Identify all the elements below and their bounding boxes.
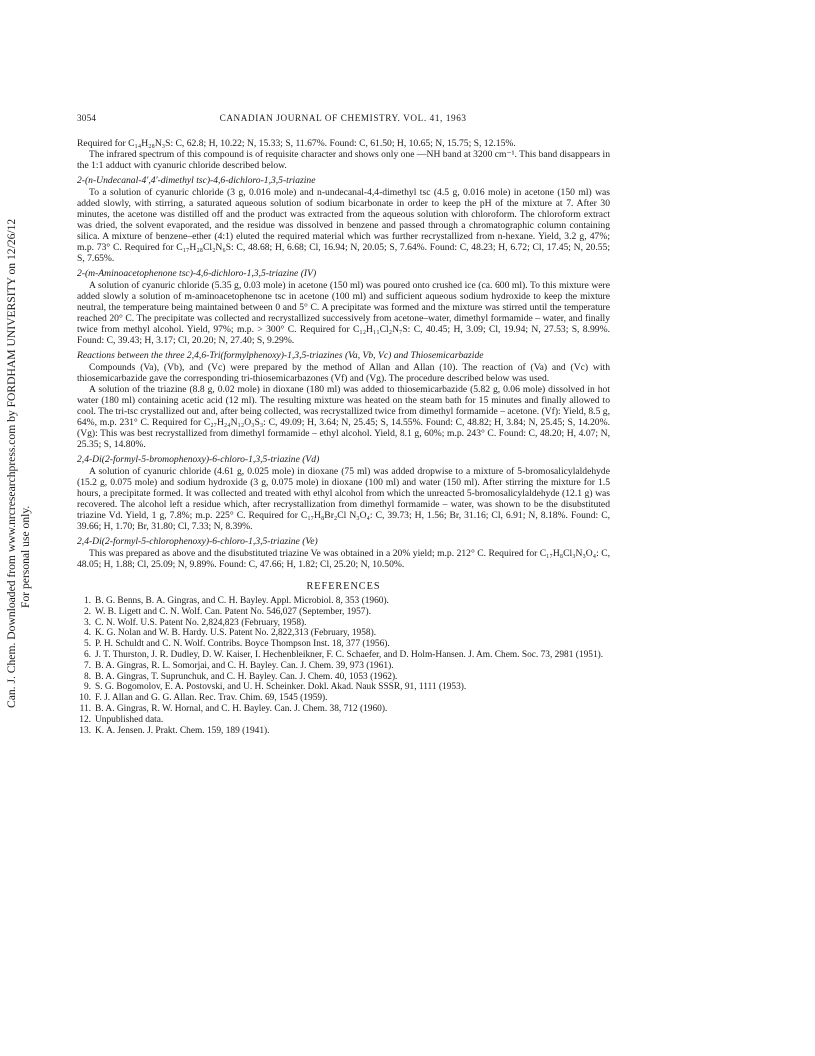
reference-number: 8. (83, 671, 91, 682)
references-list (77, 596, 610, 736)
reference-item (77, 639, 610, 650)
journal-title: CANADIAN JOURNAL OF CHEMISTRY. VOL. 41, 1963 (219, 113, 467, 123)
references-heading: REFERENCES (306, 581, 381, 592)
section-reactions (77, 350, 610, 450)
section-title: Reactions between the three 2,4,6-Tri(formylphenoxy)-1,3,5-triazines (Va, Vb, Vc) and Thiosemicarbazide (77, 350, 484, 361)
reference-number: 5. (83, 639, 91, 650)
section-paragraph: A solution of the triazine (8.8 g, 0.02 mole) in dioxane (180 ml) was added to thiosemicarbazide (5.82 g, 0.06 mole) dissolved in hot water (180 ml) containing acetic acid (12 ml). The resulting mixture was heated on the steam bath for 15 minutes and finally allowed to cool. The tri-tsc crystallized out and, after being collected, was recrystallized twice from dimethyl formamide – acetone. (Vf): Yield, 8.5 g, 64%, m.p. 231° C. Required for C₂₇H₂₄N₁₂O₃S₃: C, 49.09; H, 3.64; N, 25.45; S, 14.55%. Found: C, 48.82; H, 3.84; N, 25.45; S, 14.20%. (Vg): This was best recrystallized from dimethyl formamide – ethyl alcohol. Yield, 8.1 g, 60%; m.p. 243° C. Found: C, 48.20; H, 4.07; N, 25.35; S, 14.80%. (77, 384, 610, 450)
reference-text: C. N. Wolf. U.S. Patent No. 2,824,823 (February, 1958). (95, 617, 307, 628)
paragraph-analysis: Required for C₁₄H₂₈N₃S: C, 62.8; H, 10.22; N, 15.33; S, 11.67%. Found: C, 61.50; H, 10.65; N, 15.75; S, 12.15%. (77, 138, 516, 149)
section-title: 2,4-Di(2-formyl-5-chlorophenoxy)-6-chloro-1,3,5-triazine (Ve) (77, 536, 318, 547)
reference-number: 10. (79, 693, 91, 704)
reference-text: B. A. Gingras, T. Suprunchuk, and C. H. Bayley. Can. J. Chem. 40, 1053 (1962). (95, 671, 398, 682)
section-chlorophenoxy (77, 536, 610, 570)
reference-number: 9. (83, 682, 91, 693)
section-paragraph: Compounds (Va), (Vb), and (Vc) were prepared by the method of Allan and Allan (10). The reaction of (Va) and (Vc) with thiosemicarbazide gave the corresponding tri-thiosemicarbazones (Vf) and (Vg). The procedure described below was used. (77, 362, 610, 384)
reference-number: 12. (79, 714, 91, 725)
reference-number: 7. (83, 660, 91, 671)
reference-text: B. G. Benns, B. A. Gingras, and C. H. Bayley. Appl. Microbiol. 8, 353 (1960). (95, 596, 389, 606)
reference-number: 13. (79, 725, 91, 736)
reference-item (77, 672, 610, 683)
reference-text: Unpublished data. (95, 714, 164, 725)
reference-item (77, 693, 610, 704)
reference-number: 1. (83, 596, 91, 606)
reference-item (77, 715, 610, 726)
reference-item (77, 704, 610, 715)
section-title: 2-(m-Aminoacetophenone tsc)-4,6-dichloro-1,3,5-triazine (IV) (77, 268, 317, 279)
section-undecanal (77, 175, 610, 264)
reference-item (77, 726, 610, 737)
reference-item (77, 650, 610, 661)
reference-item (77, 661, 610, 672)
personal-use-notice: For personal use only. (19, 505, 32, 608)
page-number: 3054 (77, 113, 97, 123)
paragraph-infrared: The infrared spectrum of this compound is of requisite character and shows only one —NH band at 3200 cm⁻¹. This band disappears in the 1:1 adduct with cyanuric chloride described below. (77, 149, 610, 171)
reference-text: P. H. Schuldt and C. N. Wolf. Contribs. Boyce Thompson Inst. 18, 377 (1956). (95, 639, 390, 650)
section-paragraph: A solution of cyanuric chloride (4.61 g, 0.025 mole) in dioxane (75 ml) was added dropwise to a mixture of 5-bromosalicylaldehyde (15.2 g, 0.075 mole) and sodium hydroxide (3 g, 0.075 mole) in dioxane (100 ml) and water (150 ml). After stirring the mixture for 1.5 hours, a precipitate formed. It was collected and treated with ethyl alcohol from which the unreacted 5-bromosalicylaldehyde (12.1 g) was recovered. The alcohol left a residue which, after recrystallization from dimethyl formamide – water, was shown to be the disubstituted triazine Vd. Yield, 1 g, 7.8%; m.p. 225° C. Required for C₁₇H₈Br₂Cl N₃O₄: C, 39.73; H, 1.56; Br, 31.16; Cl, 6.91; N, 8.18%. Found: C, 39.66; H, 1.70; Br, 31.80; Cl, 7.33; N, 8.39%. (77, 466, 610, 532)
reference-item (77, 618, 610, 629)
reference-item (77, 628, 610, 639)
reference-number: 6. (83, 649, 91, 660)
reference-number: 11. (79, 703, 91, 714)
page-content (77, 113, 610, 736)
running-header (77, 113, 610, 124)
section-aminoacetophenone (77, 268, 610, 346)
reference-text: B. A. Gingras, R. W. Hornal, and C. H. Bayley. Can. J. Chem. 38, 712 (1960). (95, 703, 388, 714)
reference-text: S. G. Bogomolov, E. A. Postovski, and U. H. Scheinker. Dokl. Akad. Nauk SSSR, 91, 1111 (1953). (95, 682, 467, 693)
reference-text: K. A. Jensen. J. Prakt. Chem. 159, 189 (1941). (95, 725, 270, 736)
section-paragraph: This was prepared as above and the disubstituted triazine Ve was obtained in a 20% yield; m.p. 212° C. Required for C₁₇H₈Cl₃N₃O₄: C, 48.05; H, 1.88; Cl, 25.09; N, 9.89%. Found: C, 47.66; H, 1.82; Cl, 25.20; N, 10.50%. (77, 548, 610, 570)
reference-text: J. T. Thurston, J. R. Dudley, D. W. Kaiser, I. Hechenbleikner, F. C. Schaefer, and D. Holm-Hansen. J. Am. Chem. Soc. 73, 2981 (1951). (95, 649, 604, 660)
reference-text: W. B. Ligett and C. N. Wolf. Can. Patent No. 546,027 (September, 1957). (95, 606, 371, 617)
reference-number: 4. (83, 628, 91, 639)
reference-text: F. J. Allan and G. G. Allan. Rec. Trav. Chim. 69, 1545 (1959). (95, 693, 328, 704)
section-title: 2-(n-Undecanal-4',4'-dimethyl tsc)-4,6-dichloro-1,3,5-triazine (77, 175, 316, 186)
reference-number: 2. (83, 606, 91, 617)
download-notice: Can. J. Chem. Downloaded from www.nrcresearchpress.com by FORDHAM UNIVERSITY on 12/26/12 (5, 218, 18, 708)
section-paragraph: To a solution of cyanuric chloride (3 g, 0.016 mole) and n-undecanal-4,4-dimethyl tsc (4.5 g, 0.016 mole) in acetone (150 ml) was added slowly, with stirring, a saturated aqueous solution of sodium bicarbonate in order to keep the pH of the mixture at 7. After 30 minutes, the acetone was distilled off and the product was extracted from the aqueous solution with chloroform. The chloroform extract was dried, the solvent evaporated, and the residue was dissolved in benzene and passed through a chromatographic column containing silica. A mixture of benzene–ether (4:1) eluted the required material which was further recrystallized from n-hexane. Yield, 3.2 g, 47%; m.p. 73° C. Required for C₁₇H₂₈Cl₂N₆S: C, 48.68; H, 6.68; Cl, 16.94; N, 20.05; S, 7.64%. Found: C, 48.23; H, 6.72; Cl, 17.45; N, 20.55; S, 7.65%. (77, 187, 610, 264)
reference-item (77, 596, 610, 607)
reference-text: K. G. Nolan and W. B. Hardy. U.S. Patent No. 2,822,313 (February, 1958). (95, 628, 377, 639)
download-watermark (2, 218, 32, 708)
reference-item (77, 682, 610, 693)
reference-number: 3. (83, 617, 91, 628)
reference-text: B. A. Gingras, R. L. Somorjai, and C. H. Bayley. Can. J. Chem. 39, 973 (1961). (95, 660, 394, 671)
section-title: 2,4-Di(2-formyl-5-bromophenoxy)-6-chloro-1,3,5-triazine (Vd) (77, 454, 320, 465)
section-paragraph: A solution of cyanuric chloride (5.35 g, 0.03 mole) in acetone (150 ml) was poured onto crushed ice (ca. 600 ml). To this mixture were added slowly a solution of m-aminoacetophenone tsc in acetone (100 ml) and sufficient aqueous sodium hydroxide to keep the mixture neutral, the temperature being maintained between 0 and 5° C. A precipitate was formed and the mixture was stirred until the temperature reached 20° C. The precipitate was collected and recrystallized successively from acetone–water, dimethyl formamide – water, and finally twice from methyl alcohol. Yield, 97%; m.p. > 300° C. Required for C₁₂H₁₁Cl₂N₇S: C, 40.45; H, 3.09; Cl, 19.94; N, 27.53; S, 8.99%. Found: C, 39.43; H, 3.17; Cl, 20.20; N, 27.40; S, 9.29%. (77, 280, 610, 346)
section-bromophenoxy (77, 454, 610, 532)
reference-item (77, 607, 610, 618)
